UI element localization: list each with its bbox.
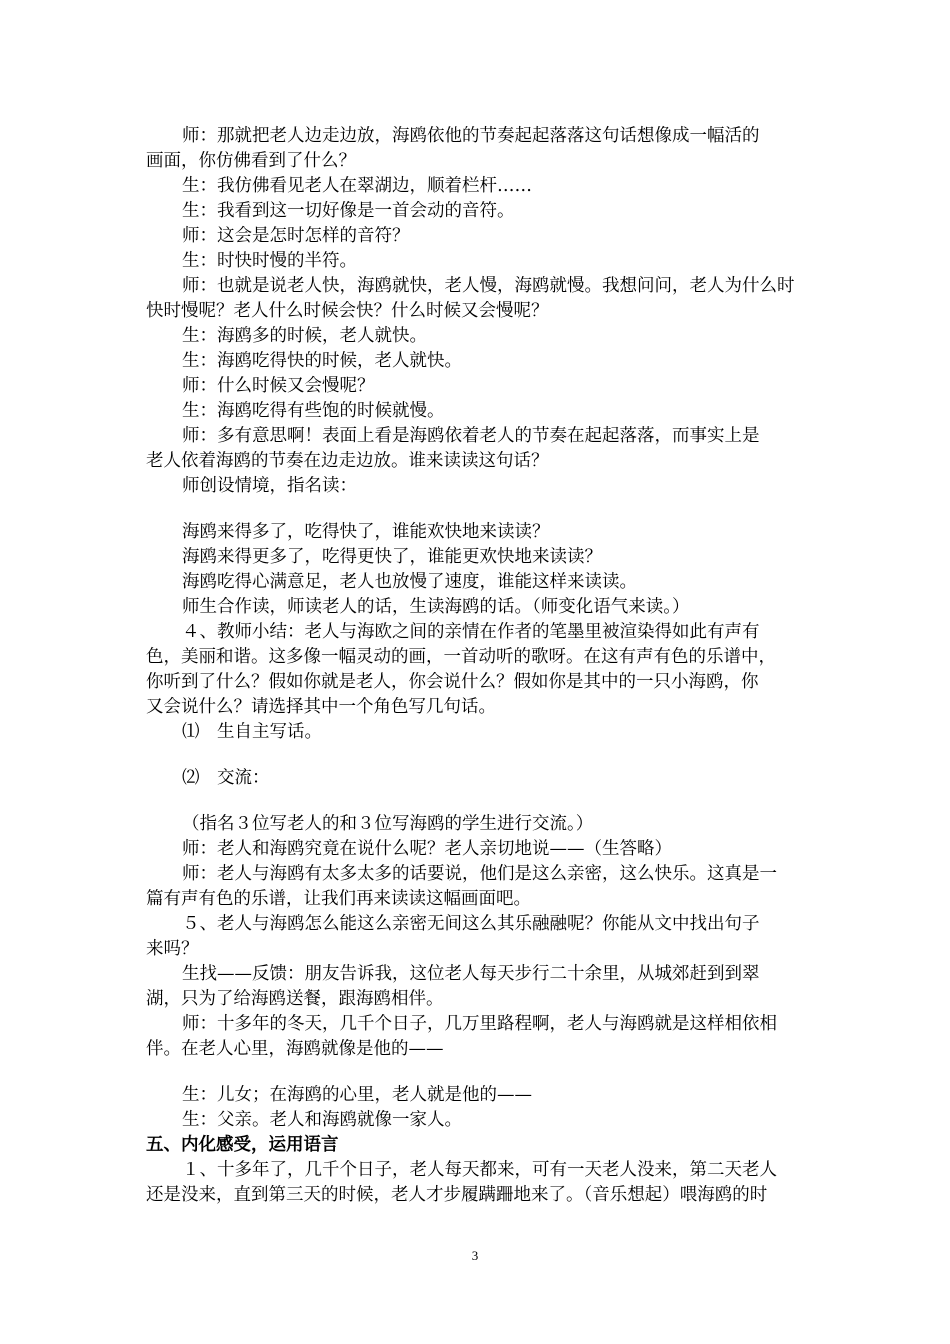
text-line: 生：父亲。老人和海鸥就像一家人。 [182,1110,462,1130]
text-line: 生：时快时慢的半符。 [182,251,357,271]
text-line: 师：十多年的冬天，几千个日子，几万里路程啊，老人与海鸥就是这样相依相 [182,1014,777,1034]
text-line: 生：我仿佛看见老人在翠湖边，顺着栏杆…… [182,176,532,196]
text-line: ⑴ 生自主写话。 [182,722,322,742]
text-line: （指名３位写老人的和３位写海鸥的学生进行交流。） [182,814,594,834]
text-line: 师：这会是怎时怎样的音符？ [182,226,410,246]
text-line: ⑵ 交流： [182,768,270,788]
text-line: 还是没来，直到第三天的时候，老人才步履蹒跚地来了。（音乐想起）喂海鸥的时 [146,1185,768,1205]
text-line: １、十多年了，几千个日子，老人每天都来，可有一天老人没来，第二天老人 [182,1160,777,1180]
text-line: 生：我看到这一切好像是一首会动的音符。 [182,201,515,221]
text-line: 又会说什么？请选择其中一个角色写几句话。 [146,697,496,717]
text-line: 篇有声有色的乐谱，让我们再来读读这幅画面吧。 [146,889,531,909]
text-line: 师：多有意思啊！表面上看是海鸥依着老人的节奏在起起落落，而事实上是 [182,426,760,446]
text-line: 生找——反馈：朋友告诉我，这位老人每天步行二十余里，从城郊赶到到翠 [182,964,760,984]
text-line: 你听到了什么？假如你就是老人，你会说什么？假如你是其中的一只小海鸥，你 [146,672,759,692]
text-line: 生：海鸥多的时候，老人就快。 [182,326,427,346]
text-line: 师：也就是说老人快，海鸥就快，老人慢，海鸥就慢。我想问问，老人为什么时 [182,276,795,296]
text-line: 湖，只为了给海鸥送餐，跟海鸥相伴。 [146,989,444,1009]
text-line: 师：老人与海鸥有太多太多的话要说，他们是这么亲密，这么快乐。这真是一 [182,864,777,884]
text-line: 师：那就把老人边走边放，海鸥依他的节奏起起落落这句话想像成一幅活的 [182,126,760,146]
page-number: 3 [471,1248,479,1263]
text-line: 海鸥吃得心满意足，老人也放慢了速度，谁能这样来读读。 [182,572,637,592]
text-line: 生：儿女；在海鸥的心里，老人就是他的—— [182,1085,532,1105]
text-line: 师：什么时候又会慢呢？ [182,376,375,396]
text-line: 老人依着海鸥的节奏在边走边放。谁来读读这句话？ [146,451,549,471]
text-line: 海鸥来得更多了，吃得更快了，谁能更欢快地来读读？ [182,547,602,567]
text-line: ５、老人与海鸥怎么能这么亲密无间这么其乐融融呢？你能从文中找出句子 [182,914,760,934]
text-line: 生：海鸥吃得有些饱的时候就慢。 [182,401,445,421]
text-line: 生：海鸥吃得快的时候，老人就快。 [182,351,462,371]
text-line: 画面，你仿佛看到了什么？ [146,151,356,171]
text-line: 伴。在老人心里，海鸥就像是他的—— [146,1039,444,1059]
text-line: ４、教师小结：老人与海欧之间的亲情在作者的笔墨里被渲染得如此有声有 [182,622,760,642]
text-line: 师：老人和海鸥究竟在说什么呢？老人亲切地说——（生答略） [182,839,672,859]
text-line: 师创设情境，指名读： [182,476,357,496]
text-line: 师生合作读，师读老人的话，生读海鸥的话。（师变化语气来读。） [182,597,690,617]
text-line: 海鸥来得多了，吃得快了，谁能欢快地来读读？ [182,522,550,542]
text-line: 来吗？ [146,939,199,959]
section-heading: 五、内化感受，运用语言 [146,1135,339,1155]
text-line: 快时慢呢？老人什么时候会快？什么时候又会慢呢？ [146,301,549,321]
text-line: 色，美丽和谐。这多像一幅灵动的画，一首动听的歌呀。在这有声有色的乐谱中， [146,647,776,667]
